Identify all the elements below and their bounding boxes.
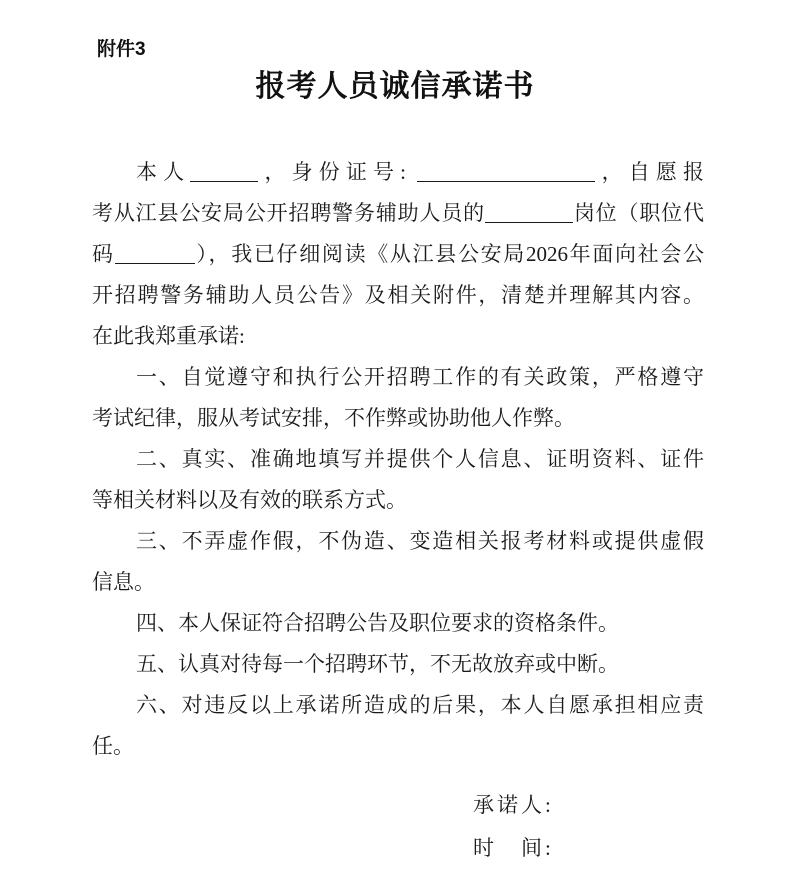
text-line [92, 398, 704, 439]
paragraph-item-3 [92, 521, 704, 603]
text-segment: ，身份证号: [258, 160, 418, 184]
text-line [92, 603, 704, 644]
text-segment: ，自愿报 [595, 160, 705, 184]
text-segment: 等相关材料以及有效的联系方式。 [92, 488, 407, 512]
text-segment: 三、不弄虚作假，不伪造、变造相关报考材料或提供虚假 [136, 529, 704, 553]
attachment-label: 附件3 [97, 39, 146, 60]
fill-in-blank [417, 179, 595, 182]
document-body [92, 152, 704, 767]
text-line [92, 234, 704, 275]
signature-block [473, 784, 554, 870]
text-segment: 一、自觉遵守和执行公开招聘工作的有关政策，严格遵守 [136, 365, 704, 389]
text-segment: 考从江县公安局公开招聘警务辅助人员的 [92, 201, 485, 225]
text-segment: ），我已仔细阅读《从江县公安局2026年面向社会公 [194, 242, 705, 266]
text-segment: 开招聘警务辅助人员公告》及相关附件，清楚并理解其内容。 [92, 283, 704, 307]
time-label: 时 间: [473, 836, 554, 860]
paragraph-item-6 [92, 685, 704, 767]
fill-in-blank [115, 261, 195, 264]
text-line [92, 480, 704, 521]
text-segment: 任。 [92, 734, 134, 758]
text-line [92, 685, 704, 726]
text-line [92, 193, 704, 234]
text-line [92, 562, 704, 603]
text-segment: 考试纪律，服从考试安排，不作弊或协助他人作弊。 [92, 406, 575, 430]
text-segment: 四、本人保证符合招聘公告及职位要求的资格条件。 [136, 611, 619, 635]
paragraph-item-5 [92, 644, 704, 685]
text-line [92, 152, 704, 193]
text-segment: 码 [92, 242, 115, 266]
fill-in-blank [190, 179, 258, 182]
text-segment: 信息。 [92, 570, 155, 594]
text-line [92, 644, 704, 685]
promisor-label: 承诺人: [473, 793, 554, 817]
fill-in-blank [485, 220, 573, 223]
text-line [92, 726, 704, 767]
text-line [92, 521, 704, 562]
paragraph-intro [92, 152, 704, 357]
text-segment: 岗位（职位代 [573, 201, 704, 225]
paragraph-item-1 [92, 357, 704, 439]
text-line [92, 316, 704, 357]
text-line [92, 357, 704, 398]
text-segment: 本人 [136, 160, 191, 184]
document-title: 报考人员诚信承诺书 [255, 70, 535, 103]
text-line [92, 439, 704, 480]
text-line [92, 275, 704, 316]
paragraph-item-4 [92, 603, 704, 644]
text-segment: 六、对违反以上承诺所造成的后果，本人自愿承担相应责 [136, 693, 704, 717]
text-segment: 二、真实、准确地填写并提供个人信息、证明资料、证件 [136, 447, 704, 471]
paragraph-item-2 [92, 439, 704, 521]
text-segment: 五、认真对待每一个招聘环节，不无故放弃或中断。 [136, 652, 619, 676]
text-segment: 在此我郑重承诺: [92, 324, 245, 348]
